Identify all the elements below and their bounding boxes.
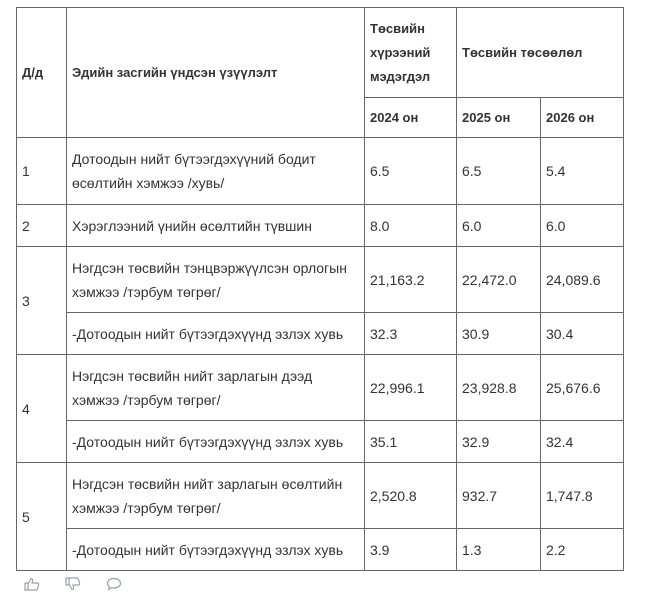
comment-icon[interactable] [106, 577, 122, 591]
table-row [17, 463, 624, 529]
header-num: Д/д [17, 8, 67, 138]
cell-2025: 23,928.8 [457, 355, 541, 421]
row-label: Нэгдсэн төсвийн нийт зарлагын өсөлтийн хэмжээ /тэрбум төгрөг/ [67, 463, 365, 529]
header-expected: Төсвийн хүрээний мэдэгдэл [365, 8, 457, 98]
table-row [17, 205, 624, 247]
row-label: -Дотоодын нийт бүтээгдэхүүнд эзлэх хувь [67, 313, 365, 355]
header-year-2025: 2025 он [457, 98, 541, 138]
cell-2026: 5.4 [541, 138, 624, 205]
table-row [17, 313, 624, 355]
header-year-2026: 2026 он [541, 98, 624, 138]
table-row [17, 529, 624, 571]
cell-2025: 22,472.0 [457, 247, 541, 313]
table-header-row [17, 8, 624, 98]
cell-2025: 30.9 [457, 313, 541, 355]
cell-2024: 6.5 [365, 138, 457, 205]
row-num: 2 [17, 205, 67, 247]
table-row [17, 247, 624, 313]
cell-2024: 35.1 [365, 421, 457, 463]
row-num: 1 [17, 138, 67, 205]
thumbs-up-icon[interactable] [24, 577, 40, 591]
table-row [17, 355, 624, 421]
economic-indicators-table [16, 7, 624, 571]
cell-2025: 932.7 [457, 463, 541, 529]
header-year-2024: 2024 он [365, 98, 457, 138]
row-label: Дотоодын нийт бүтээгдэхүүний бодит өсөлтийн хэмжээ /хувь/ [67, 138, 365, 205]
cell-2024: 2,520.8 [365, 463, 457, 529]
row-label: Хэрэглээний үнийн өсөлтийн түвшин [67, 205, 365, 247]
row-label: -Дотоодын нийт бүтээгдэхүүнд эзлэх хувь [67, 529, 365, 571]
cell-2026: 1,747.8 [541, 463, 624, 529]
cell-2024: 8.0 [365, 205, 457, 247]
cell-2025: 6.5 [457, 138, 541, 205]
cell-2026: 25,676.6 [541, 355, 624, 421]
row-label: Нэгдсэн төсвийн нийт зарлагын дээд хэмжээ /тэрбум төгрөг/ [67, 355, 365, 421]
row-num: 5 [17, 463, 67, 571]
cell-2024: 3.9 [365, 529, 457, 571]
row-label: -Дотоодын нийт бүтээгдэхүүнд эзлэх хувь [67, 421, 365, 463]
cell-2026: 24,089.6 [541, 247, 624, 313]
cell-2024: 21,163.2 [365, 247, 457, 313]
cell-2024: 22,996.1 [365, 355, 457, 421]
cell-2026: 30.4 [541, 313, 624, 355]
header-projection: Төсвийн төсөөлөл [457, 8, 624, 98]
cell-2025: 1.3 [457, 529, 541, 571]
cell-2024: 32.3 [365, 313, 457, 355]
cell-2025: 32.9 [457, 421, 541, 463]
thumbs-down-icon[interactable] [65, 577, 81, 591]
row-num: 3 [17, 247, 67, 355]
row-label: Нэгдсэн төсвийн тэнцвэржүүлсэн орлогын хэмжээ /тэрбум төгрөг/ [67, 247, 365, 313]
table-row [17, 421, 624, 463]
table-row [17, 138, 624, 205]
row-num: 4 [17, 355, 67, 463]
reaction-toolbar [24, 577, 122, 591]
cell-2026: 2.2 [541, 529, 624, 571]
cell-2025: 6.0 [457, 205, 541, 247]
cell-2026: 6.0 [541, 205, 624, 247]
header-indicator: Эдийн засгийн үндсэн үзүүлэлт [67, 8, 365, 138]
cell-2026: 32.4 [541, 421, 624, 463]
